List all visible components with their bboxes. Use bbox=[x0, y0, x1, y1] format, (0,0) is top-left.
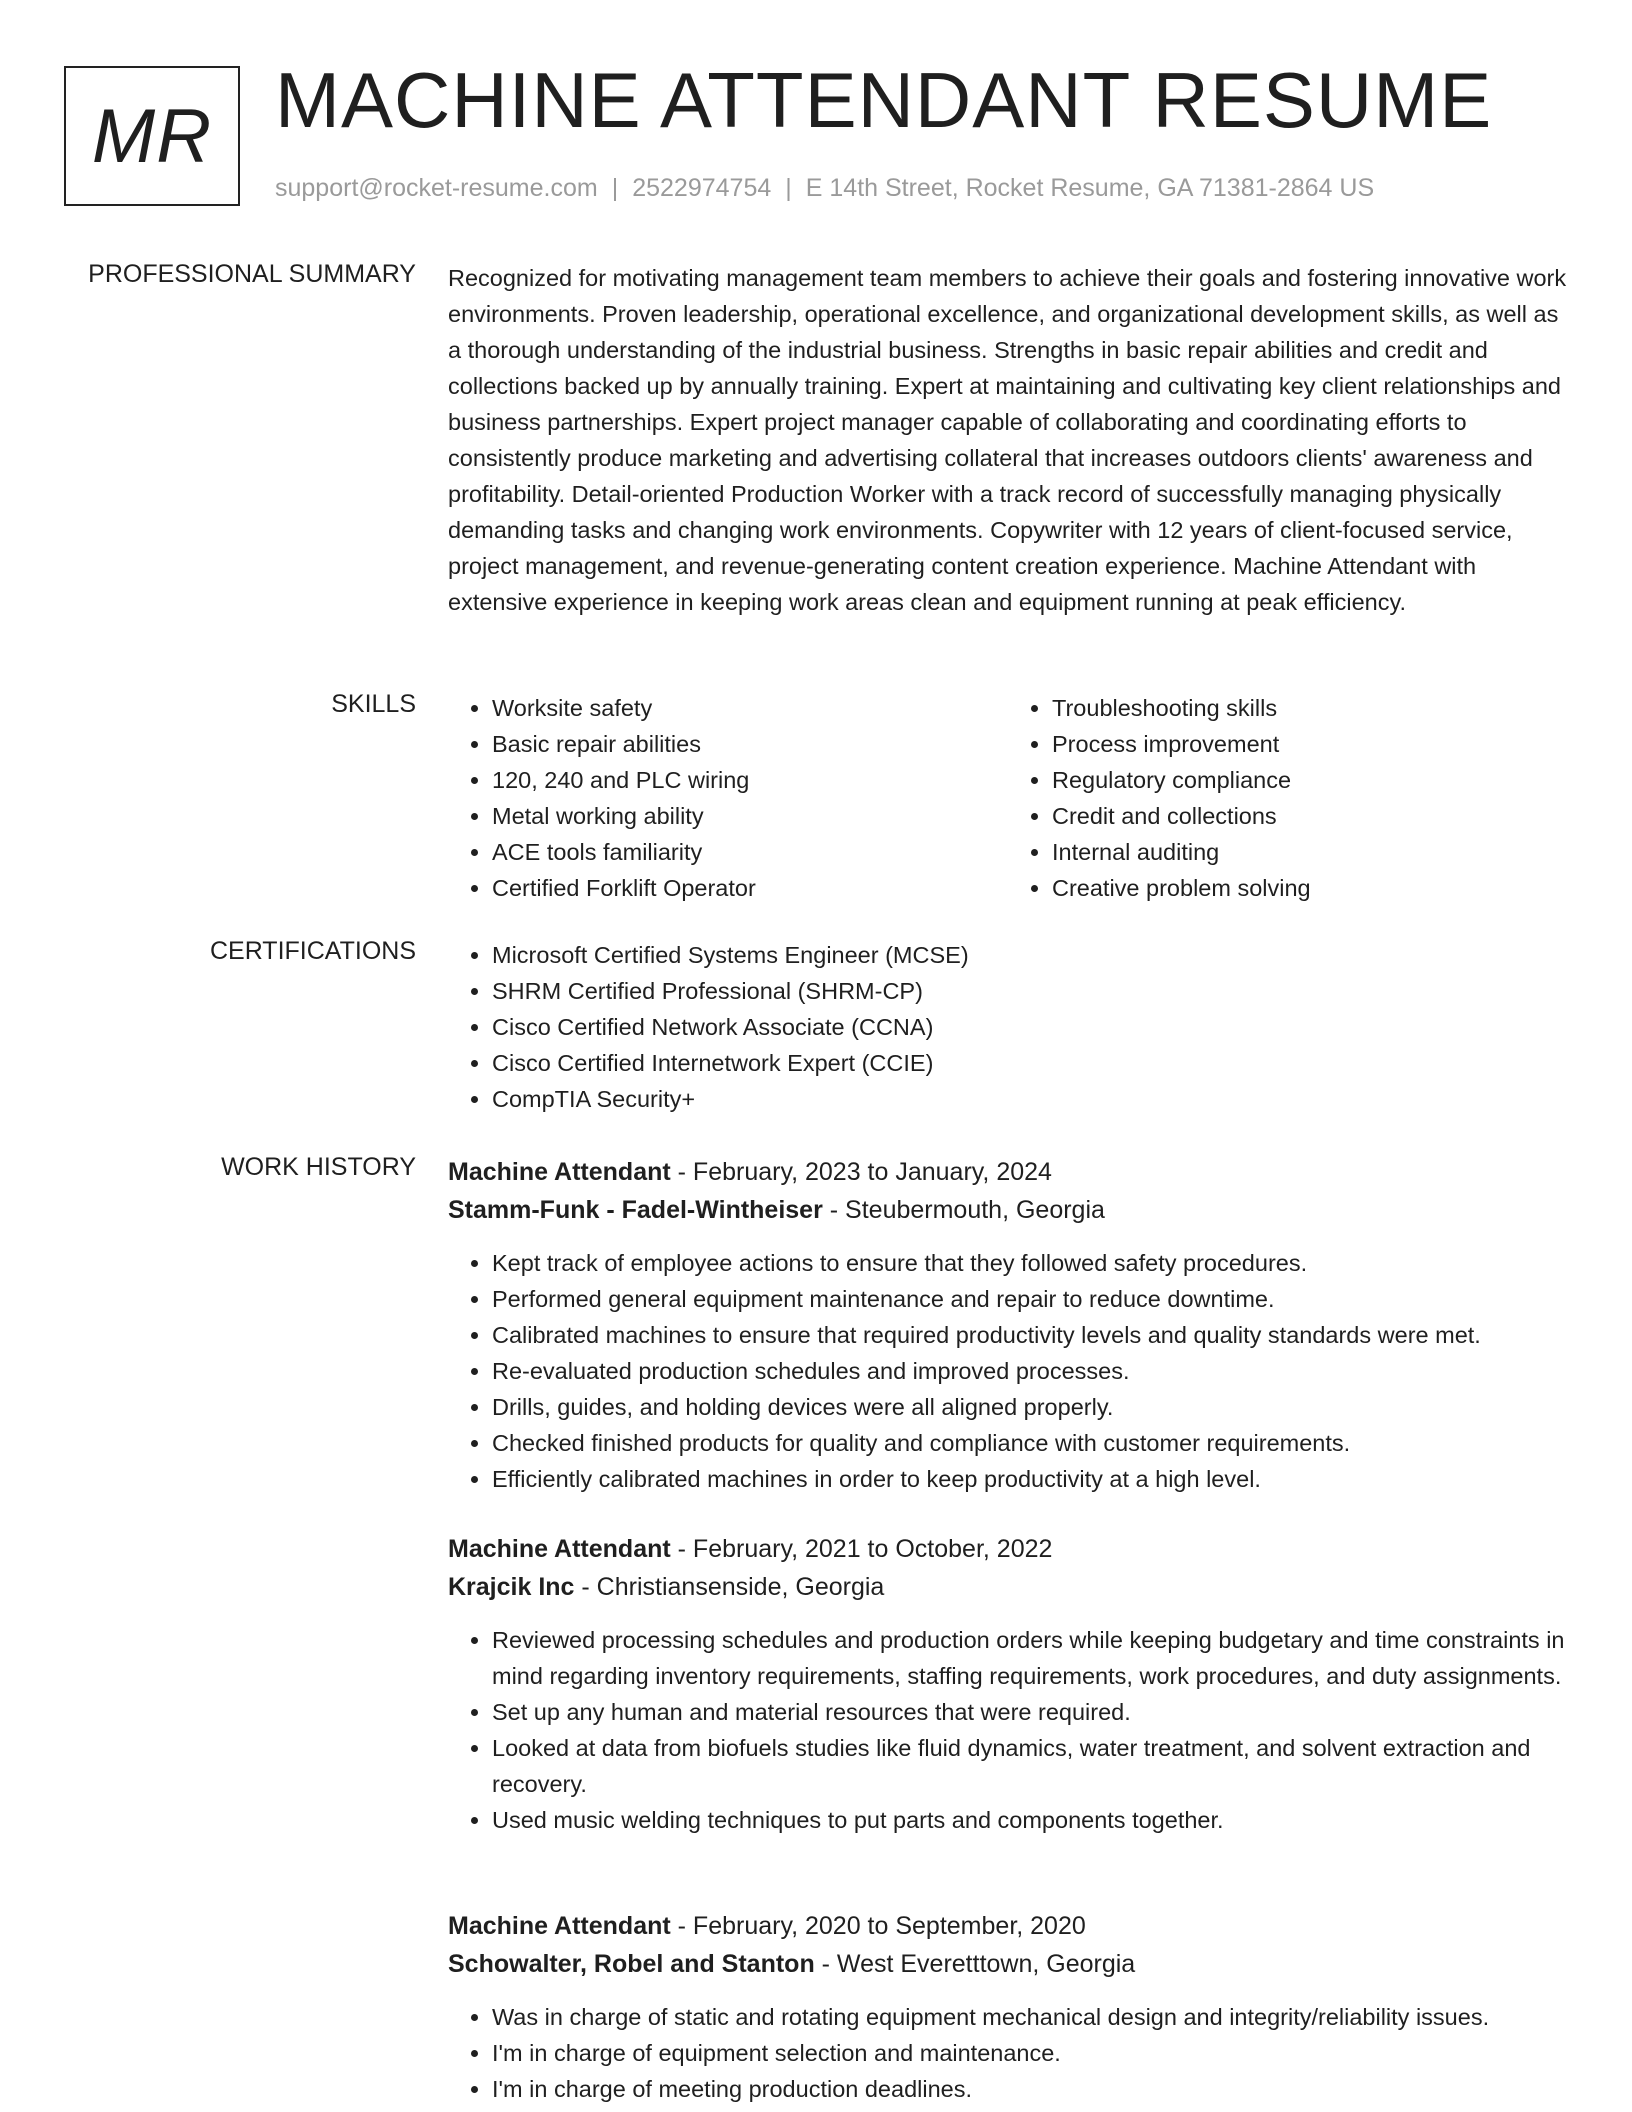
job-dates: - February, 2020 to September, 2020 bbox=[670, 1912, 1086, 1940]
contact-line bbox=[275, 174, 1374, 203]
section-label-work-history: WORK HISTORY bbox=[221, 1153, 416, 1181]
job-company: Krajcik Inc bbox=[448, 1573, 575, 1601]
contact-separator: | bbox=[785, 174, 792, 202]
skill-item: • Regulatory compliance bbox=[1052, 762, 1568, 798]
skill-item: • Troubleshooting skills bbox=[1052, 690, 1568, 726]
certification-item: • CompTIA Security+ bbox=[492, 1081, 1568, 1117]
section-label-summary: PROFESSIONAL SUMMARY bbox=[88, 260, 416, 288]
skill-item: • Process improvement bbox=[1052, 726, 1568, 762]
job-bullet-list bbox=[448, 1245, 1568, 1497]
contact-phone[interactable]: 2522974754 bbox=[632, 174, 772, 202]
skills-grid bbox=[448, 690, 1568, 906]
skill-item: • ACE tools familiarity bbox=[492, 834, 1008, 870]
skill-item: • Certified Forklift Operator bbox=[492, 870, 1008, 906]
job-entry bbox=[448, 1530, 1568, 1838]
job-bullet: • Efficiently calibrated machines in order to keep productivity at a high level. bbox=[492, 1461, 1568, 1497]
skill-item: • Basic repair abilities bbox=[492, 726, 1008, 762]
job-dates: - February, 2021 to October, 2022 bbox=[670, 1535, 1053, 1563]
skill-item: • Creative problem solving bbox=[1052, 870, 1568, 906]
job-title: Machine Attendant bbox=[448, 1912, 671, 1940]
skill-item: • Metal working ability bbox=[492, 798, 1008, 834]
job-title: Machine Attendant bbox=[448, 1158, 671, 1186]
section-label-certifications: CERTIFICATIONS bbox=[209, 937, 416, 965]
section-label-skills: SKILLS bbox=[331, 690, 416, 718]
job-bullet: • Calibrated machines to ensure that required productivity levels and quality standards were met. bbox=[492, 1317, 1568, 1353]
job-bullet-list bbox=[448, 1999, 1568, 2107]
job-location: - West Everetttown, Georgia bbox=[814, 1950, 1136, 1978]
job-bullet: • Re-evaluated production schedules and improved processes. bbox=[492, 1353, 1568, 1389]
contact-separator: | bbox=[611, 174, 619, 202]
job-company-line bbox=[448, 1191, 1568, 1229]
job-bullet: • I'm in charge of meeting production deadlines. bbox=[492, 2071, 1568, 2107]
job-bullet: • Was in charge of static and rotating equipment mechanical design and integrity/reliability issues. bbox=[492, 1999, 1568, 2035]
job-title-line bbox=[448, 1153, 1568, 1191]
job-bullet: • Used music welding techniques to put parts and components together. bbox=[492, 1802, 1568, 1838]
job-company-line bbox=[448, 1568, 1568, 1606]
job-entry bbox=[448, 1907, 1568, 2107]
skill-item: • 120, 240 and PLC wiring bbox=[492, 762, 1008, 798]
job-bullet: • Drills, guides, and holding devices were all aligned properly. bbox=[492, 1389, 1568, 1425]
certification-item: • Cisco Certified Network Associate (CCNA) bbox=[492, 1009, 1568, 1045]
job-title-line bbox=[448, 1530, 1568, 1568]
job-bullet: • I'm in charge of equipment selection and maintenance. bbox=[492, 2035, 1568, 2071]
certification-item: • SHRM Certified Professional (SHRM-CP) bbox=[492, 973, 1568, 1009]
job-bullet: • Reviewed processing schedules and production orders while keeping budgetary and time constraints in mind regarding inventory requirements, staffing requirements, work procedures, and duty assignments. bbox=[492, 1622, 1568, 1694]
job-bullet: • Looked at data from biofuels studies like fluid dynamics, water treatment, and solvent extraction and recovery. bbox=[492, 1730, 1568, 1802]
skills-list-right bbox=[1008, 690, 1568, 906]
job-dates: - February, 2023 to January, 2024 bbox=[670, 1158, 1052, 1186]
certifications-list bbox=[448, 937, 1568, 1117]
job-bullet-list bbox=[448, 1622, 1568, 1838]
job-title-line bbox=[448, 1907, 1568, 1945]
job-title: Machine Attendant bbox=[448, 1535, 671, 1563]
certifications-body bbox=[448, 937, 1568, 1117]
job-entry bbox=[448, 1153, 1568, 1497]
job-location: - Steubermouth, Georgia bbox=[822, 1196, 1105, 1224]
job-company: Schowalter, Robel and Stanton bbox=[448, 1950, 815, 1978]
job-bullet: • Performed general equipment maintenance and repair to reduce downtime. bbox=[492, 1281, 1568, 1317]
job-bullet: • Checked finished products for quality and compliance with customer requirements. bbox=[492, 1425, 1568, 1461]
skill-item: • Internal auditing bbox=[1052, 834, 1568, 870]
skill-item: • Credit and collections bbox=[1052, 798, 1568, 834]
page-title: MACHINE ATTENDANT RESUME bbox=[275, 56, 1493, 144]
contact-email[interactable]: support@rocket-resume.com bbox=[275, 174, 598, 202]
monogram: MR bbox=[64, 66, 240, 206]
summary-text: Recognized for motivating management team members to achieve their goals and fostering innovative work environments. Proven leadership, operational excellence, and organizational development skills, as well as a thorough understanding of the industrial business. Strengths in basic repair abilities and credit and collections backed up by annually training. Expert at maintaining and cultivating key client relationships and business partnerships. Expert project manager capable of collaborating and coordinating efforts to consistently produce marketing and advertising collateral that increases outdoors clients' awareness and profitability. Detail-oriented Production Worker with a track record of successfully managing physically demanding tasks and changing work environments. Copywriter with 12 years of client-focused service, project management, and revenue-generating content creation experience. Machine Attendant with extensive experience in keeping work areas clean and equipment running at peak efficiency. bbox=[448, 265, 1567, 615]
job-bullet: • Set up any human and material resources that were required. bbox=[492, 1694, 1568, 1730]
job-location: - Christiansenside, Georgia bbox=[574, 1573, 885, 1601]
certification-item: • Cisco Certified Internetwork Expert (CCIE) bbox=[492, 1045, 1568, 1081]
job-company-line bbox=[448, 1945, 1568, 1983]
job-bullet: • Kept track of employee actions to ensure that they followed safety procedures. bbox=[492, 1245, 1568, 1281]
skill-item: • Worksite safety bbox=[492, 690, 1008, 726]
job-company: Stamm-Funk - Fadel-Wintheiser bbox=[448, 1196, 823, 1224]
skills-list-left bbox=[448, 690, 1008, 906]
contact-address: E 14th Street, Rocket Resume, GA 71381-2864 US bbox=[805, 174, 1375, 202]
certification-item: • Microsoft Certified Systems Engineer (MCSE) bbox=[492, 937, 1568, 973]
